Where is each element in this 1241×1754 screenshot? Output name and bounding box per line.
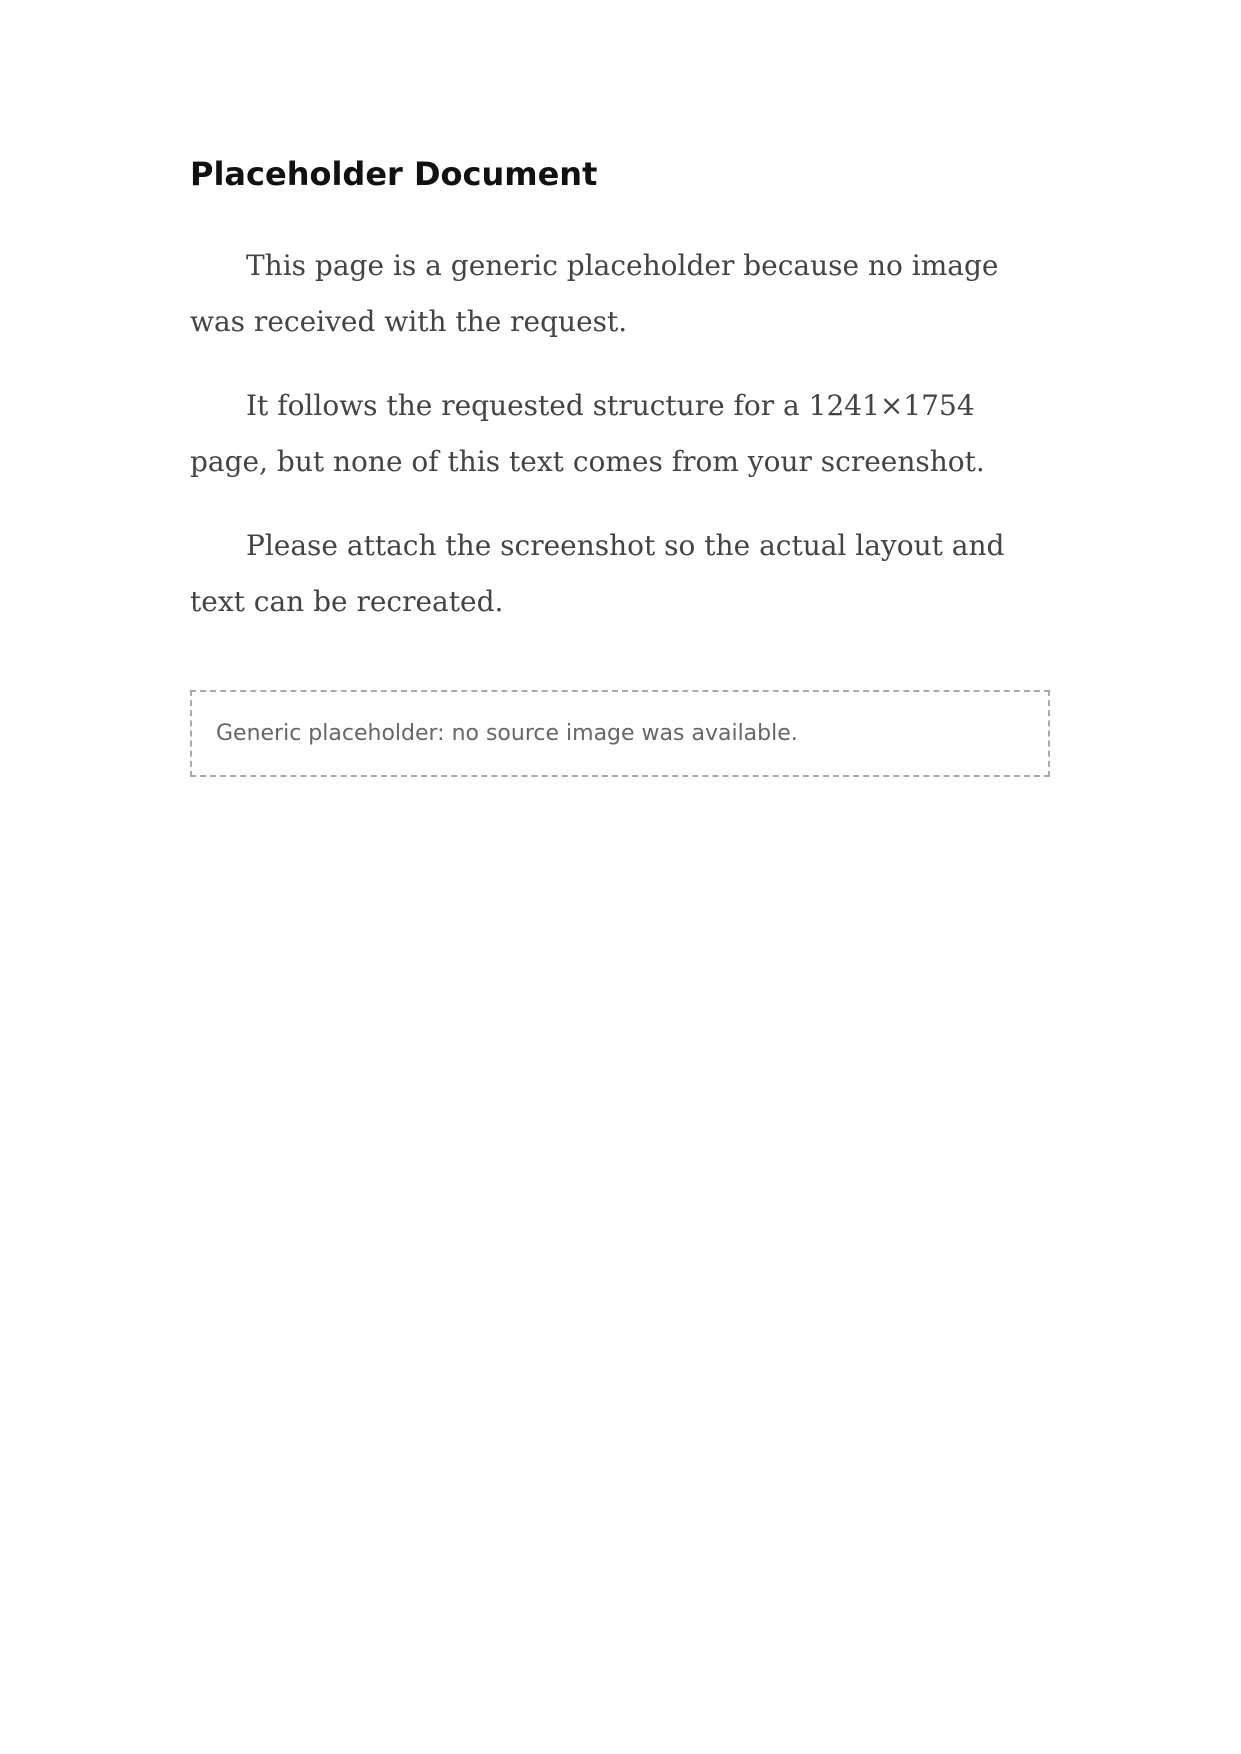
document-paragraph: This page is a generic placeholder because no image was received with the request.: [190, 249, 999, 338]
document-heading: Placeholder Document: [190, 155, 598, 193]
placeholder-notice: Generic placeholder: no source image was available.: [190, 690, 1050, 777]
document-paragraph: It follows the requested structure for a 1241×1754 page, but none of this text comes from your screenshot.: [190, 389, 985, 478]
document-page: [190, 150, 1050, 1590]
document-paragraph: Please attach the screenshot so the actual layout and text can be recreated.: [190, 529, 1005, 618]
